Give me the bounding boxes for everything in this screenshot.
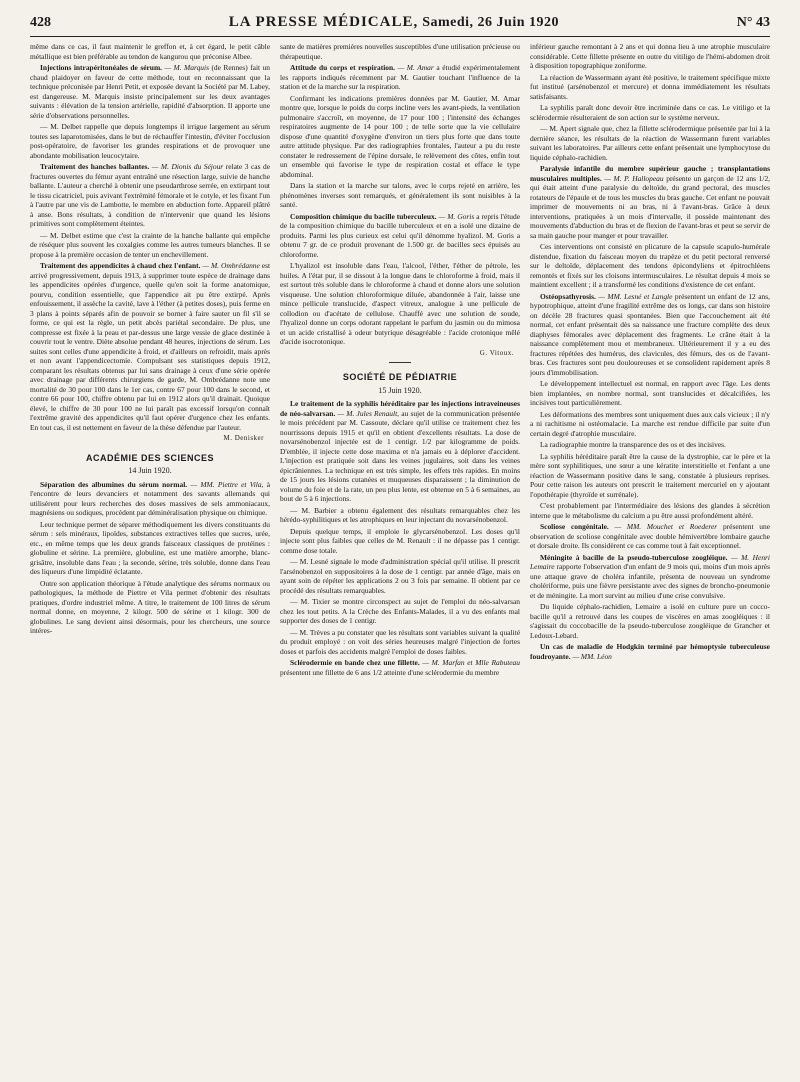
paragraph: La syphilis paraît donc devoir être incriminée dans ce cas. Le vitiligo et la sclérodermie résulteraient de son action sur le système nerveux. xyxy=(530,103,770,122)
article-author: — M. Henri Lemaire xyxy=(530,552,770,571)
article-title: Sclérodermie en bande chez une fillette. xyxy=(290,658,420,667)
article-paralysie xyxy=(530,164,770,240)
article-albumines xyxy=(30,480,270,518)
paragraph: inférieur gauche remontant à 2 ans et qui donna lieu à une atrophie musculaire considérable. Cette fillette présente en outre du vitiligo de l'hémi-abdomen droit à disposition topographique zoniforme. xyxy=(530,42,770,70)
paragraph: — M. Delbet rappelle que depuis longtemps il irrigue largement au sérum toutes ses laparotomisées, dans le but de réchauffer l'intestin, d'éviter l'occlusion post-opératoire, de favoriser les grandes respirations et de provoquer une abondante mobilisation leucocytaire. xyxy=(30,122,270,160)
article-title: Paralysie infantile du membre supérieur gauche ; transplantations musculaires multiples. xyxy=(530,164,770,183)
article-author: — M. Marfan et Mlle Rabuteau xyxy=(422,658,520,667)
issue-date: Samedi, 26 Juin 1920 xyxy=(422,15,560,30)
article-author: — M. Dionis du Séjour xyxy=(151,162,224,171)
paragraph: — M. Apert signale que, chez la fillette sclérodermique présentée par lui à la dernière séance, les résultats de la réaction de Wassermann furent variables suivant les laboratoires. Par ailleurs cette enfant présentait une lymphocytose du liquide céphalo-rachidien. xyxy=(530,124,770,162)
article-author: — MM. Piettre et Vila, xyxy=(190,479,264,489)
page-number: 428 xyxy=(30,15,51,30)
article-title: Séparation des albumines du sérum normal. xyxy=(40,479,188,489)
article-osteopsathyrosis xyxy=(530,292,770,378)
article-author: — M. Amar xyxy=(397,63,434,72)
masthead xyxy=(229,14,559,31)
paragraph: Outre son application théorique à l'étude analytique des sérums normaux ou pathologiques, la méthode de Piettre et Vila permet d'obtenir des résultats pratiques, d'ordre industriel même. A titre, le traitement de 100 litres de sérum normal donne, en moyenne, 2 kilogr. 500 de sérine et 1 kilogr. 300 de globulines. Le sang devient ainsi désormais, pour les chercheurs, une source intéres- xyxy=(30,578,270,635)
article-author: — MM. Léon xyxy=(572,651,612,661)
paragraph: Les déformations des membres sont uniquement dues aux cals vicieux ; il n'y a ni rachitisme ni ostéomalacie. La marche est rendue difficile par suite d'un certain degré d'atrophie musculaire. xyxy=(530,409,770,438)
paragraph: — M. Barbier a obtenu également des résultats remarquables chez les hérédo-syphilitiques et les atrophiques en leur injectant du novarsénobenzol. xyxy=(280,505,520,524)
section-heading: ACADÉMIE DES SCIENCES xyxy=(85,452,215,463)
paragraph: présentent un enfant de 12 ans, hypotrophique, atteint d'une fragilité extrême des os longs, car dans son histoire on décèle 28 fractures quasi spontanées. Bien que l'accouchement ait été normal, cet enfant présentait dès sa naissance une fracture complète des deux diaphyses fémorales avec déplacement des fragments. Le crâne était à la naissance complètement mou et membraneux. Ultérieurement il y a eu des fractures répétées des humérus, des clavicules, des fémurs, des os de l'avant-bras. Ces fractures sont peu douloureuses et se consolident rapidement après 8 jours d'immobilisation. xyxy=(530,291,770,377)
article-title: Méningite à bacille de la pseudo-tuberculose zoogléique. xyxy=(540,552,728,562)
paragraph: — M. Lesné signale le mode d'administration spécial qu'il utilise. Il prescrit l'arsénobenzol en suppositoires à la dose de 1 centigr. par année d'âge, mais en ayant soin de répéter les applications 2 ou 3 fois par semaine. Il obtient par ce procédé des résultats remarquables. xyxy=(280,557,520,595)
article-title: Attitude du corps et respiration. xyxy=(290,63,395,72)
issue-number: N° 43 xyxy=(736,15,770,30)
signature: M. Denisker xyxy=(223,434,264,442)
signature: G. Vitoux. xyxy=(479,348,514,357)
article-hanches xyxy=(30,162,270,229)
paragraph: (de Rennes) fait un chaud plaidoyer en faveur de cette méthode, tout en reconnaissant que la technique préconisée par Henri Petit, et exposée devant la Société par M. Labey, est dangereuse. M. Marquis insiste principalement sur les deux avantages suivants : élévation de la tension artérielle, rapidité d'absorption. Il apporte une série d'observations personnelles. xyxy=(30,63,270,120)
section-date: 15 Juin 1920. xyxy=(378,385,422,395)
section-date: 14 Juin 1920. xyxy=(128,466,172,475)
paragraph: à l'encontre de leurs devanciers et notamment des savants allemands qui utilisèrent pour leurs recherches des doses massives de sels ammoniacaux, magnésiens ou sodiques, procèdent par déminéralisation physique ou chimique. xyxy=(30,479,270,517)
column-2 xyxy=(280,42,520,1076)
article-title: Composition chimique du bacille tuberculeux. xyxy=(290,211,437,221)
section-divider xyxy=(389,362,411,363)
article-sclerodermie xyxy=(280,658,520,677)
article-bacille xyxy=(280,212,520,260)
article-title: Traitement des appendicites à chaud chez l'enfant. xyxy=(40,261,201,270)
paragraph: Confirmant les indications premières données par M. Gautier, M. Amar montre que, lorsque le poids du corps incline vers les avant-pieds, la ventilation pulmonaire s'accroît, en moyenne, de 17 pour 100 ; l'intensité des échanges respiratoires augmente de 14 pour 100 ; de telle sorte que la vie cellulaire dispose d'une quantité d'oxygène d'environ un tiers plus forte que dans toute autre attitude physique. Par des radiographies frontales, l'auteur a pu du reste constater le redressement de l'épine dorsale, le relèvement des côtes, enfin tout un ensemble qui favorise le type de respiration costal et efface le type abdominal. xyxy=(280,93,520,179)
article-meningite xyxy=(530,553,770,601)
paragraph: présentent une fillette de 6 ans 1/2 atteinte d'une sclérodermie du membre xyxy=(280,667,500,677)
paragraph: sante de matières premières nouvelles susceptibles d'une utilisation précieuse ou thérapeutique. xyxy=(280,42,520,61)
article-author: — M. Jules Renault, xyxy=(337,408,400,418)
column-3 xyxy=(530,42,770,1076)
paragraph: présente un garçon de 12 ans 1/2, qui était atteint d'une paralysie du deltoïde, du grand pectoral, des muscles rotateurs de l'épaule et de tous les muscles du bras gauche. Cet enfant ne pouvait imprimer de mouvements ni au bras, ni à l'avant-bras. Grâce à deux interventions, pratiquées à un mois d'intervalle, il possède maintenant des mouvements d'abduction du bras et de flexion de l'avant-bras et peut se servir de sa main gauche pour manger et pour travailler. xyxy=(530,173,770,240)
article-title: Ostéopsathyrosis. xyxy=(540,291,596,301)
article-author: — MM. Mouchet et Roederer xyxy=(614,522,718,531)
paragraph: a repris l'étude de la composition chimique du bacille tuberculeux et en a isolé une dizaine de produits. Parmi les plus curieux est celui qu'il dénomme hyalizol. M. Goris a obtenu 7 gr. de ce produit provenant de 1.500 gr. de bacilles secs épuisés au chloroforme. xyxy=(280,211,520,259)
paragraph: même dans ce cas, il faut maintenir le greffon et, à cet égard, le petit câble métallique est bien préférable au tendon de kangurou que préconise Albee. xyxy=(30,42,270,61)
article-title: Un cas de maladie de Hodgkin terminé par hémoptysie tuberculeuse foudroyante. xyxy=(530,642,770,661)
article-hodgkin xyxy=(530,642,770,661)
paragraph: rapporte l'observation d'un enfant de 9 mois qui, moins d'un mois après une attaque grave de choléra infantile, présenta de nouveau un syndrome cholériforme, puis une fièvre persistante avec des signes de broncho-pneumonie et de méningite. La mort survint au milieu d'une crise convulsive. xyxy=(530,562,770,600)
paragraph: Dans la station et la marche sur talons, avec le corps rejeté en arrière, les phénomènes inverses sont remarqués, et généralement ils sont nuisibles à la santé. xyxy=(280,181,520,209)
columns xyxy=(30,42,772,1076)
paragraph: — M. Trèves a pu constater que les résultats sont variables suivant la qualité du produit employé : on voit des séries heureuses malgré l'injection de fortes doses et parfois des accidents malgré l'emploi de doses faibles. xyxy=(280,627,520,656)
article-title: Le traitement de la syphilis héréditaire par les injections intraveineuses de néo-salvarsan. xyxy=(280,399,520,418)
paragraph: — M. Tixier se montre circonspect au sujet de l'emploi du néo-salvarsan chez les tout petits. A la Crèche des Enfants-Malades, il a vu des enfants mal supporter des doses de 1 centigr. xyxy=(280,597,520,625)
section-heading: SOCIÉTÉ DE PÉDIATRIE xyxy=(342,372,458,382)
paragraph: est arrivé progressivement, depuis 1913, à supprimer toute espèce de drainage dans les appendicites opérées d'urgence, quelle qu'en soit la forme anatomique, pourvu, condition essentielle, que l'appendice ait pu être extirpé. Après enfouissement, il assèche la cavité, lave à l'éther (à petites doses), puis ferme en 3 plans à points séparés afin de pouvoir se borner à faire sauter un fil s'il se forme, ce qui est la règle, un petit abcès pariétal secondaire. De plus, une compresse est fixée à la peau et par-dessus une large vessie de glace destinée à couvrir tout le ventre. Diète absolue pendant 48 heures, injections de sérum. Les suites sont celles d'une appendicite à froid, et d'ailleurs on refroidit, mais après et non avant l'appendicectomie. Compulsant ses statistiques depuis 1912, comparant les résultats obtenus par lui sans drainage à ceux d'une série opérée avec drainage par différents chirurgiens de garde, M. Ombrédanne note une mortalité de 30 pour 100 dans le 1er cas, contre 67 pour 100 dans le second, et contre 66 pour 100, chiffre obtenu par lui en 1912 alors qu'il drainait. Quoique élevé, le chiffre de 30 pour 100 ne lui paraît pas excessif lorsqu'on connaît l'extrême gravité des appendicites qu'il faut opérer d'urgence chez les enfants. En tout cas, il est nettement en faveur de la thèse défendue par l'auteur. xyxy=(30,261,270,432)
column-1 xyxy=(30,42,270,1076)
paragraph: Le développement intellectuel est normal, en rapport avec l'âge. Les dents bien implantées, en nombre normal, sont translucides et décalcifiées, les incisives tout particulièrement. xyxy=(530,379,770,407)
article-author: — M. Ombrédanne xyxy=(202,261,260,270)
article-author: — MM. Lesné et Langle xyxy=(598,291,673,301)
paragraph: Depuis quelque temps, il emploie le glycarsénobenzol. Les doses qu'il injecte sont plus faibles que celles de M. Renault : il ne dépasse pas 1 centigr. comme dose totale. xyxy=(280,526,520,555)
paragraph: La syphilis héréditaire paraît être la cause de la dystrophie, car le père et la mère sont syphilitiques, une sœur a une kératite interstitielle et l'enfant a une réaction de Wassermann positive dans le sang, constatée à plusieurs reprises. Pour cette raison les auteurs ont prescrit le traitement mercuriel en y ajoutant l'opothérapie (thyroïde et surrénale). xyxy=(530,451,770,499)
paragraph: C'est probablement par l'intermédiaire des lésions des glandes à sécrétion interne que le métabolisme du calcium a pu être aussi profondément altéré. xyxy=(530,501,770,520)
paragraph: La radiographie montre la transparence des os et des incisives. xyxy=(540,440,726,449)
paragraph: Du liquide céphalo-rachidien, Lemaire a isolé en culture pure un cocco-bacille qu'il a retrouvé dans les coupes de viscères en amas zoogléiques : il s'agissait du coccobacille de la pseudo-tuberculose zoogléique de Grancher et Ledoux-Lebard. xyxy=(530,602,770,640)
paragraph: relate 3 cas de fractures ouvertes du fémur ayant entraîné une résection large, suivie de hanche ballante. L'auteur a cherché à obtenir une pseudarthrose serrée, en extirpant tout le tissu cicatriciel, puis avivant l'extrémité fémorale et le cotyle, et les fixant l'un à l'autre par une vis de Lambotte, le membre en abduction forte. Appareil plâtré à anse. Bons résultats, à condition de n'intervenir que quand les lésions primitives sont complètement éteintes. xyxy=(30,162,270,228)
article-syphilis xyxy=(280,399,520,504)
article-title: Scoliose congénitale. xyxy=(540,522,609,531)
article-author: — M. Marquis xyxy=(164,63,209,72)
article-scoliose xyxy=(530,522,770,551)
paragraph: présentent une observation de scoliose congénitale avec double hémivertèbre lombaire gauche et dorsale droite. Ils considèrent ce cas comme tout à fait exceptionnel. xyxy=(530,522,770,550)
paragraph: au sujet de la communication présentée le mois précédent par M. Cassoute, déclare qu'il utilise ce traitement chez les nourrissons depuis 1915 et qu'il en obtient d'excellents résultats. La dose de novarsénobenzol injectée est de 1 centigr. 1/2 par kilogramme de poids. D'emblée, il injecte cette dose maxima et n'a jamais eu à déplorer d'accident. L'injection est pratiquée soit dans les veines jugulaires, soit dans les veines épicrâniennes. La technique en est très simple, les effets très rapides. En moins de 15 jours les lésions cutanées et muqueuses disparaissent ; la diminution de volume du foie et de la rate, un peu plus lente, est obtenue en 5 à 6 semaines, au bout de 5 à 6 injections. xyxy=(280,408,520,503)
paragraph: La réaction de Wassermann ayant été positive, le traitement spécifique mixte fut institué (arsénobenzol et mercure) et donna immédiatement les résultats satisfaisants. xyxy=(530,72,770,101)
journal-name: LA PRESSE MÉDICALE, xyxy=(228,14,419,30)
article-injections xyxy=(30,63,270,120)
article-attitude xyxy=(280,63,520,92)
paragraph: L'hyalizol est insoluble dans l'eau, l'alcool, l'éther, l'éther de pétrole, les huiles. A l'état pur, il se dissout à la longue dans le chloroforme à froid, mais il est surtout très soluble dans le chloroforme à chaud et donne alors une solution visqueuse. Une solution chloroformique diluée, abandonnée à l'air, laisse une mince pellicule translucide, d'aspect vitreux, analogue à une pellicule de collodion ou d'acétate de cellulose. Chauffé avec une solution de soude, l'hyalizol donne un corps odorant rappelant le parfum du jasmin ou du mimosa et un acide cristallisé à odeur butyrique désagréable : l'acide crotonique mêlé d'acide isocrotonique. xyxy=(280,261,520,346)
article-author: — M. P. Hallopeau xyxy=(604,173,664,183)
paragraph: — M. Delbet estime que c'est la crainte de la hanche ballante qui empêche de réséquer plus souvent les coxalgies comme les autres tumeurs blanches. Il se propose à la première occasion de tenter un enchevillement. xyxy=(30,230,270,259)
article-title: Injections intrapéritonéales de sérum. xyxy=(40,63,163,72)
page-header xyxy=(30,14,770,36)
paragraph: a étudié expérimentalement les rapports indiqués récemment par M. Gautier touchant l'influence de la station et de la marche sur la respiration. xyxy=(280,63,520,91)
paragraph: Leur technique permet de séparer méthodiquement les divers constituants du sérum : sels minéraux, lipoïdes, substances extractives telles que sucres, urée, etc., en même temps que les deux grands faisceaux classiques de protéines : globuline et sérine. La première, globuline, est une matière amorphe, blanc-grisâtre, insoluble dans l'eau ; la seconde, sérine, très soluble, donne dans l'eau des liqueurs d'une limpidité éclatante. xyxy=(30,519,270,576)
article-title: Traitement des hanches ballantes. xyxy=(40,162,150,171)
paragraph: Ces interventions ont consisté en plicature de la capsule scapulo-humérale distendue, fixation du faisceau moyen du trapèze et du petit pectoral renversé sur le deltoïde, déplacement des tendons épicondyliens et épitrochléens remontés et fixés sur les cloisons intermusculaires. Le résultat depuis 4 mois se maintient excellent ; il a transformé les conditions d'existence de cet enfant. xyxy=(530,242,770,289)
header-rule xyxy=(30,36,770,37)
article-appendicites xyxy=(30,261,270,432)
article-author: — M. Goris xyxy=(438,211,475,221)
